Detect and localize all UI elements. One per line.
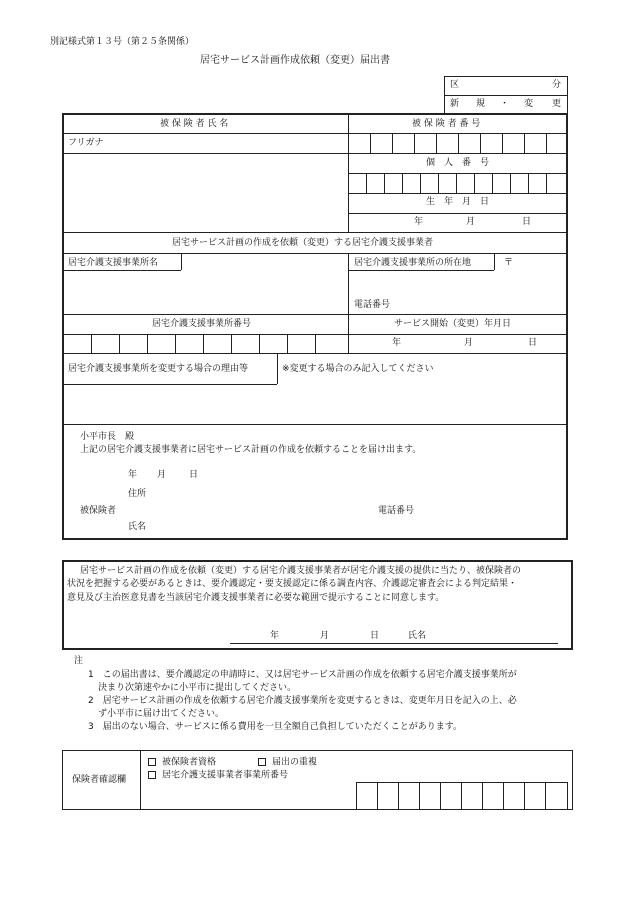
birth-year: 年	[414, 217, 424, 227]
start-day: 日	[528, 338, 538, 348]
check-office-number-label: 居宅介護支援事業者事業所番号	[162, 770, 289, 781]
insurer-number-grid	[356, 782, 568, 810]
decl-name-label: 氏名	[128, 522, 147, 532]
birth-date-header: 生 年 月 日	[426, 197, 490, 207]
consent-line-2: 状況を把握する必要があるときは、要介護認定・要支援認定に係る調査内容、介護認定審査会による判定結果・	[67, 579, 518, 589]
decl-insured-label: 被保険者	[80, 506, 117, 516]
note-2a: 2 居宅サービス計画の作成を依頼する居宅介護支援事業所を変更するときは、変更年月日を記入の上、必	[88, 696, 517, 706]
consent-line-1: 居宅サービス計画の作成を依頼（変更）する居宅介護支援事業者が居宅介護支援の提供に当たり、被保険者の	[80, 566, 522, 576]
note-3: 3 届出のない場合、サービスに係る費用を一旦全額自己負担していただくことがあります。	[88, 722, 463, 732]
reason-note: ※変更する場合のみ記入してください	[282, 364, 434, 374]
insured-name-header: 被 保 険 者 氏 名	[160, 119, 229, 129]
office-number-header: 居宅介護支援事業所番号	[152, 319, 252, 329]
birth-month: 月	[466, 217, 476, 227]
checkbox-icon[interactable]	[148, 758, 156, 766]
check-shikaku[interactable]	[148, 758, 216, 768]
check-choufuku[interactable]	[258, 758, 317, 768]
kubun-kou[interactable]: 更	[552, 99, 562, 109]
note-1b: 決まり次第速やかに小平市に提出してください。	[98, 683, 297, 693]
kubun-ki[interactable]: 規	[476, 99, 486, 109]
decl-month: 月	[157, 470, 167, 480]
insured-number-header: 被 保 険 者 番 号	[412, 119, 481, 129]
checkbox-icon[interactable]	[258, 758, 266, 766]
decl-address-label: 住所	[128, 489, 147, 499]
consent-month: 月	[320, 631, 330, 641]
kubun-label-bun: 分	[552, 80, 562, 90]
consent-day: 日	[370, 631, 380, 641]
form-title: 居宅サービス計画作成依頼（変更）届出書	[200, 55, 390, 66]
start-month: 月	[464, 338, 474, 348]
kubun-label-ku: 区	[450, 80, 460, 90]
kubun-shin[interactable]: 新	[450, 99, 460, 109]
office-phone-label: 電話番号	[354, 300, 391, 310]
kojin-number-header: 個 人 番 号	[426, 158, 490, 168]
start-year: 年	[392, 338, 402, 348]
furigana-label: フリガナ	[68, 138, 104, 148]
check-office-number[interactable]	[148, 771, 288, 781]
insurer-label: 保険者確認欄	[72, 775, 127, 785]
start-date-header: サービス開始（変更）年月日	[394, 319, 512, 329]
note-2b: ず小平市に届け出てください。	[98, 709, 225, 719]
reason-label: 居宅介護支援事業所を変更する場合の理由等	[68, 364, 249, 374]
notes-label: 注	[74, 656, 84, 666]
declaration-statement: 上記の居宅介護支援事業者に居宅サービス計画の作成を依頼することを届け出ます。	[80, 445, 422, 455]
birth-day: 日	[522, 217, 532, 227]
kubun-hen[interactable]: 変	[524, 99, 534, 109]
decl-year: 年	[128, 470, 138, 480]
provider-section-header: 居宅サービス計画の作成を依頼（変更）する居宅介護支援事業者	[172, 238, 434, 248]
check-shikaku-label: 被保険者資格	[162, 757, 217, 768]
addressee: 小平市長 殿	[80, 432, 135, 442]
kubun-dot: ・	[500, 99, 510, 109]
note-1a: 1 この届出書は、要介護認定の申請時に、又は居宅サービス計画の作成を依頼する居宅介護支援事業所が	[88, 670, 517, 680]
consent-name-label: 氏名	[408, 631, 427, 641]
decl-day: 日	[189, 470, 199, 480]
office-address-label: 居宅介護支援事業所の所在地	[354, 258, 472, 268]
check-choufuku-label: 届出の重複	[272, 757, 318, 768]
checkbox-icon[interactable]	[148, 771, 156, 779]
form-number: 別記様式第１３号（第２５条関係）	[50, 37, 195, 47]
consent-line-3: 意見及び主治医意見書を当該居宅介護支援事業者に必要な範囲で提示することに同意します。	[67, 593, 445, 603]
decl-phone-label: 電話番号	[378, 506, 415, 516]
consent-year: 年	[270, 631, 280, 641]
office-name-label: 居宅介護支援事業所名	[68, 258, 159, 268]
postal-mark: 〒	[504, 258, 514, 268]
consent-signature-line	[230, 643, 558, 644]
